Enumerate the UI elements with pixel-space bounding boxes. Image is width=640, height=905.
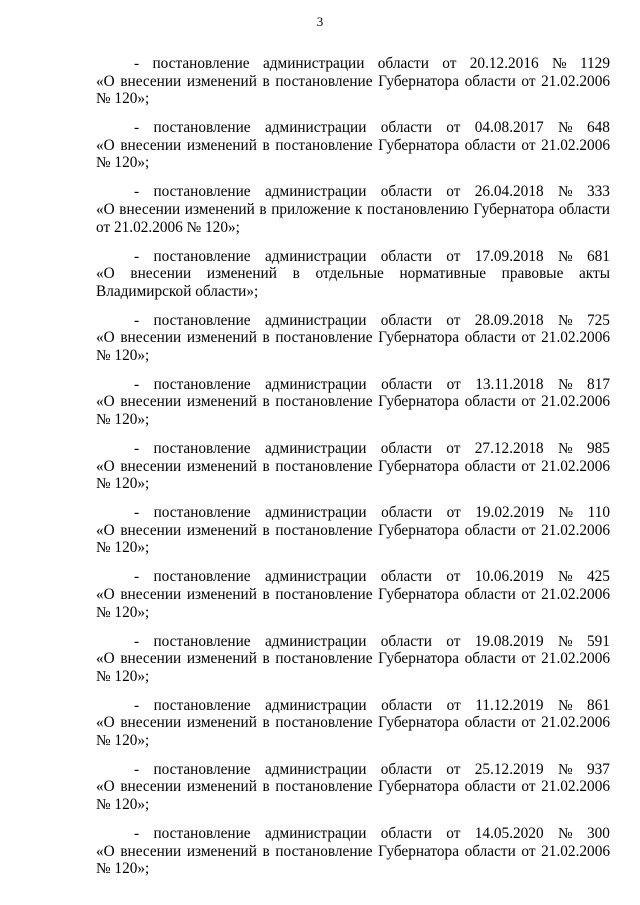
resolution-title-word: 21.02.2006 (541, 585, 610, 603)
resolution-title-word: от (521, 650, 536, 668)
resolution-reference-line (96, 376, 610, 394)
resolution-reference-word: постановление (153, 696, 251, 714)
resolution-title-word: в (262, 393, 270, 411)
resolution-reference-word: 1129 (579, 55, 610, 72)
resolution-title-line (96, 137, 610, 155)
resolution-reference-word: области (380, 183, 432, 201)
resolution-reference-word: от (446, 696, 461, 714)
resolution-reference-line (96, 697, 610, 715)
resolution-title-line (96, 586, 610, 604)
resolution-title-word: внесении (120, 778, 182, 796)
resolution-title-word: в (262, 778, 270, 796)
resolution-title-word: 21.02.2006 (541, 714, 610, 732)
resolution-title-word: постановление (275, 393, 373, 411)
resolution-list-item (96, 312, 610, 365)
resolution-reference-word: постановление (153, 504, 251, 522)
resolution-title-word: изменений (206, 265, 277, 283)
resolution-title-word: акты (579, 265, 610, 283)
resolution-reference-word: 300 (586, 825, 610, 843)
resolution-reference-word: области (380, 632, 432, 650)
resolution-title-word: изменений (186, 72, 257, 90)
resolution-title-word: постановление (275, 329, 373, 347)
resolution-title-word: от (521, 521, 536, 539)
resolution-title-line (96, 201, 610, 219)
resolution-title-word: от (521, 778, 536, 796)
resolution-reference-word: от (446, 632, 461, 650)
resolution-reference-word: области (377, 55, 429, 72)
resolution-title-word: в (262, 329, 270, 347)
resolution-title-end-line: № 120»; (96, 731, 150, 749)
resolution-reference-line (96, 761, 610, 779)
resolution-title-word: «О (96, 329, 115, 347)
resolution-reference-word: - (134, 311, 140, 329)
resolution-title-line (96, 458, 610, 476)
resolution-title-end-line: № 120»; (96, 796, 150, 814)
resolution-title-word: внесении (120, 714, 182, 732)
resolution-title-word: внесении (120, 585, 182, 603)
resolution-title-word: «О (96, 72, 115, 90)
resolution-title-word: в (262, 457, 270, 475)
resolution-title-end-line: № 120»; (96, 90, 150, 108)
resolution-title-word: изменений (186, 650, 257, 668)
resolution-reference-word: № (558, 504, 574, 522)
resolution-reference-word: от (446, 568, 461, 586)
resolution-title-word: области (464, 521, 516, 539)
resolution-reference-line (96, 119, 610, 137)
resolution-list-item (96, 440, 610, 493)
resolution-title-end-line: № 120»; (96, 860, 150, 878)
resolution-reference-word: № (557, 119, 573, 137)
resolution-title-word: Губернатора (378, 585, 459, 603)
resolution-reference-word: области (380, 825, 432, 843)
resolution-reference-word: постановление (153, 119, 251, 137)
resolution-reference-word: № (557, 696, 573, 714)
resolution-title-word: Губернатора (378, 72, 459, 90)
resolution-title-line (96, 73, 610, 91)
resolution-title-word: в (262, 842, 270, 860)
resolution-reference-word: области (380, 440, 432, 458)
resolution-title-word: от (521, 393, 536, 411)
resolution-reference-word: 110 (587, 504, 610, 522)
resolution-title-word: постановлению (367, 200, 469, 218)
resolution-title-word: постановление (275, 457, 373, 475)
resolution-title-word: от (521, 842, 536, 860)
resolution-reference-word: постановление (153, 825, 251, 843)
resolution-title-word: изменений (186, 714, 257, 732)
resolution-reference-word: области (380, 119, 432, 137)
resolution-title-word: внесении (119, 200, 181, 218)
resolution-reference-word: от (446, 119, 461, 137)
resolution-reference-word: - (134, 696, 140, 714)
resolution-title-word: от (521, 714, 536, 732)
resolution-reference-word: № (557, 825, 573, 843)
resolution-title-word: области (558, 200, 610, 218)
resolution-title-line (96, 778, 610, 796)
resolution-reference-word: от (446, 375, 461, 393)
resolution-reference-word: от (446, 825, 461, 843)
resolution-reference-line (96, 312, 610, 330)
resolution-reference-word: - (134, 760, 140, 778)
resolution-reference-word: от (446, 247, 461, 265)
resolution-title-word: в (259, 200, 267, 218)
resolution-title-word: в (262, 714, 270, 732)
resolution-title-word: постановление (275, 585, 373, 603)
resolution-reference-word: 20.12.2016 (469, 55, 539, 72)
resolution-title-word: внесении (120, 842, 182, 860)
resolution-reference-word: от (446, 504, 461, 522)
resolution-title-word: от (521, 585, 536, 603)
resolution-reference-word: - (134, 825, 140, 843)
resolution-title-word: области (464, 842, 516, 860)
resolution-title-word: изменений (186, 778, 257, 796)
resolution-reference-word: области (380, 247, 432, 265)
resolution-reference-word: - (134, 440, 140, 458)
resolution-reference-word: № (551, 55, 567, 72)
resolution-title-word: изменений (186, 521, 257, 539)
resolution-title-word: Губернатора (378, 457, 459, 475)
resolution-title-end-line: № 120»; (96, 346, 150, 364)
resolution-reference-word: от (446, 440, 461, 458)
resolution-title-word: постановление (275, 842, 373, 860)
resolution-title-line (96, 714, 610, 732)
resolution-reference-word: 28.09.2018 (474, 311, 544, 329)
resolution-title-word: 21.02.2006 (541, 457, 610, 475)
resolution-title-word: «О (96, 521, 115, 539)
resolution-reference-word: - (134, 119, 140, 137)
resolution-reference-word: 591 (586, 632, 610, 650)
resolution-reference-word: № (557, 311, 573, 329)
resolution-reference-word: администрации (265, 375, 367, 393)
resolution-reference-word: 333 (586, 183, 610, 201)
resolution-title-word: изменений (186, 842, 257, 860)
resolution-reference-word: постановление (153, 760, 251, 778)
resolution-title-word: постановление (275, 778, 373, 796)
resolution-list-item (96, 633, 610, 686)
resolution-reference-word: 27.12.2018 (474, 440, 544, 458)
resolution-reference-word: 19.02.2019 (475, 504, 545, 522)
resolution-reference-word: № (557, 375, 573, 393)
resolution-title-word: изменений (186, 393, 257, 411)
resolution-list-item (96, 119, 610, 172)
resolution-reference-word: 817 (587, 375, 610, 393)
resolution-title-word: постановление (275, 650, 373, 668)
resolution-title-word: правовые (501, 265, 564, 283)
resolution-title-word: в (262, 72, 270, 90)
resolution-list-item (96, 504, 610, 557)
resolution-title-word: изменений (186, 457, 257, 475)
resolution-title-line (96, 329, 610, 347)
resolution-reference-word: администрации (264, 568, 367, 586)
resolution-title-word: изменений (184, 200, 255, 218)
resolution-reference-word: 19.08.2019 (474, 632, 544, 650)
resolution-title-word: области (464, 329, 516, 347)
resolution-reference-line (96, 633, 610, 651)
resolution-reference-word: № (557, 760, 573, 778)
resolution-list-item (96, 248, 610, 301)
resolution-title-word: 21.02.2006 (541, 521, 610, 539)
resolution-title-word: внесении (120, 72, 182, 90)
resolution-title-word: в (262, 650, 270, 668)
resolution-reference-word: администрации (265, 504, 367, 522)
resolution-title-word: области (464, 393, 516, 411)
resolution-list-item (96, 568, 610, 621)
resolution-list-item (96, 697, 610, 750)
resolution-reference-line (96, 55, 610, 73)
resolution-title-word: в (262, 585, 270, 603)
resolution-title-word: 21.02.2006 (541, 72, 610, 90)
resolution-title-end-line: № 120»; (96, 475, 150, 493)
resolution-title-word: «О (96, 136, 115, 154)
resolution-reference-word: - (134, 632, 140, 650)
resolution-reference-word: администрации (265, 696, 367, 714)
resolution-title-word: «О (96, 714, 115, 732)
resolution-title-word: Губернатора (473, 200, 555, 218)
resolution-list-item (96, 825, 610, 878)
resolution-reference-word: постановление (153, 375, 251, 393)
resolution-reference-word: 25.12.2019 (474, 760, 544, 778)
resolution-reference-word: области (380, 568, 432, 586)
resolution-title-word: Губернатора (378, 329, 459, 347)
resolution-reference-word: администрации (264, 632, 367, 650)
resolution-reference-word: администрации (264, 119, 367, 137)
resolution-title-end-line: № 120»; (96, 154, 150, 172)
resolution-title-end-line: № 120»; (96, 603, 150, 621)
resolution-title-word: «О (96, 842, 115, 860)
resolution-reference-word: 10.06.2019 (474, 568, 544, 586)
resolution-title-word: 21.02.2006 (541, 650, 610, 668)
resolution-reference-word: 861 (587, 696, 610, 714)
resolution-title-word: от (521, 457, 536, 475)
resolution-reference-word: администрации (262, 55, 365, 72)
resolution-title-word: от (521, 329, 536, 347)
resolution-title-word: постановление (275, 72, 373, 90)
resolution-reference-word: № (557, 183, 573, 201)
resolution-title-word: в (292, 265, 300, 283)
resolution-reference-word: администрации (264, 440, 367, 458)
resolution-reference-word: - (134, 504, 140, 522)
resolution-title-word: внесении (120, 650, 182, 668)
resolution-list-item (96, 376, 610, 429)
resolution-reference-word: 648 (586, 119, 610, 137)
resolution-reference-word: - (134, 183, 140, 201)
resolution-title-end-line: Владимирской области»; (96, 282, 259, 300)
resolution-title-word: области (464, 650, 516, 668)
resolution-title-word: области (464, 72, 516, 90)
resolution-title-word: «О (96, 585, 115, 603)
resolution-reference-word: 985 (586, 440, 610, 458)
resolution-title-word: отдельные (315, 265, 384, 283)
resolution-reference-line (96, 825, 610, 843)
resolution-reference-word: 26.04.2018 (474, 183, 544, 201)
resolution-reference-word: - (134, 375, 140, 393)
resolution-title-word: Губернатора (378, 393, 459, 411)
resolution-title-end-line: № 120»; (96, 539, 150, 557)
resolution-reference-word: - (134, 247, 140, 265)
resolution-title-word: «О (96, 778, 115, 796)
resolution-reference-line (96, 440, 610, 458)
resolution-title-word: «О (96, 457, 115, 475)
resolution-list-item (96, 761, 610, 814)
resolution-reference-word: администрации (264, 183, 367, 201)
document-body (96, 55, 610, 889)
resolution-title-word: Губернатора (378, 650, 459, 668)
resolution-reference-word: 425 (586, 568, 610, 586)
resolution-reference-word: 14.05.2020 (474, 825, 544, 843)
resolution-title-line (96, 843, 610, 861)
resolution-reference-word: администрации (264, 311, 367, 329)
resolution-reference-word: постановление (152, 55, 250, 72)
resolution-reference-line (96, 568, 610, 586)
resolution-reference-word: - (134, 568, 140, 586)
resolution-title-word: от (521, 136, 536, 154)
resolution-reference-word: от (446, 760, 461, 778)
resolution-title-word: нормативные (399, 265, 487, 283)
resolution-title-word: «О (96, 200, 115, 218)
resolution-reference-word: постановление (153, 632, 251, 650)
resolution-reference-word: области (381, 504, 433, 522)
resolution-title-line (96, 522, 610, 540)
resolution-title-word: в (262, 136, 270, 154)
resolution-list-item (96, 183, 610, 236)
resolution-reference-word: постановление (153, 247, 251, 265)
resolution-title-word: Губернатора (378, 136, 459, 154)
resolution-title-word: внесении (120, 457, 182, 475)
resolution-reference-word: области (380, 311, 432, 329)
resolution-title-word: 21.02.2006 (541, 329, 610, 347)
resolution-title-word: 21.02.2006 (541, 778, 610, 796)
resolution-title-word: 21.02.2006 (541, 136, 610, 154)
resolution-reference-word: области (380, 760, 432, 778)
resolution-title-word: области (464, 778, 516, 796)
resolution-reference-word: администрации (264, 825, 367, 843)
resolution-reference-word: 17.09.2018 (474, 247, 544, 265)
resolution-title-end-line: № 120»; (96, 667, 150, 685)
resolution-title-end-line: № 120»; (96, 411, 150, 429)
resolution-list-item (96, 55, 610, 108)
resolution-reference-word: постановление (153, 311, 251, 329)
resolution-reference-word: - (134, 55, 140, 72)
resolution-title-word: изменений (186, 585, 257, 603)
resolution-reference-word: № (557, 632, 573, 650)
resolution-reference-word: 725 (586, 311, 610, 329)
resolution-reference-word: постановление (153, 440, 251, 458)
resolution-title-word: изменений (186, 329, 257, 347)
resolution-title-word: 21.02.2006 (541, 842, 610, 860)
resolution-reference-word: области (381, 696, 433, 714)
resolution-reference-word: 11.12.2019 (475, 696, 544, 714)
resolution-reference-word: № (557, 568, 573, 586)
resolution-reference-word: области (381, 375, 433, 393)
resolution-reference-word: 13.11.2018 (475, 375, 544, 393)
resolution-title-line (96, 393, 610, 411)
resolution-title-word: «О (96, 265, 115, 283)
resolution-reference-word: от (446, 183, 461, 201)
resolution-reference-word: администрации (264, 247, 367, 265)
resolution-title-word: области (464, 457, 516, 475)
resolution-reference-word: постановление (153, 183, 251, 201)
resolution-title-word: к (355, 200, 363, 218)
resolution-title-word: области (464, 585, 516, 603)
resolution-title-word: «О (96, 650, 115, 668)
resolution-reference-word: 937 (586, 760, 610, 778)
resolution-reference-word: от (446, 311, 461, 329)
resolution-title-word: постановление (275, 521, 373, 539)
resolution-title-word: 21.02.2006 (541, 393, 610, 411)
resolution-reference-word: администрации (264, 760, 367, 778)
resolution-title-word: внесении (120, 521, 182, 539)
resolution-title-end-line: от 21.02.2006 № 120»; (96, 218, 240, 236)
resolution-title-word: постановление (275, 136, 373, 154)
resolution-title-word: области (464, 714, 516, 732)
resolution-title-word: постановление (275, 714, 373, 732)
resolution-reference-word: 04.08.2017 (474, 119, 544, 137)
resolution-title-word: внесении (120, 136, 182, 154)
resolution-title-word: в (262, 521, 270, 539)
resolution-reference-word: 681 (586, 247, 610, 265)
resolution-reference-line (96, 183, 610, 201)
resolution-title-word: Губернатора (378, 778, 459, 796)
resolution-title-word: приложение (271, 200, 351, 218)
page-number: 3 (316, 14, 324, 29)
resolution-title-line (96, 650, 610, 668)
resolution-title-word: Губернатора (378, 714, 459, 732)
resolution-reference-word: № (557, 440, 573, 458)
resolution-reference-word: от (442, 55, 457, 72)
resolution-title-word: «О (96, 393, 115, 411)
resolution-title-word: Губернатора (378, 521, 459, 539)
resolution-reference-word: постановление (153, 568, 251, 586)
resolution-title-word: Губернатора (378, 842, 459, 860)
resolution-title-word: внесении (130, 265, 192, 283)
resolution-title-word: внесении (120, 329, 182, 347)
resolution-title-word: области (464, 136, 516, 154)
resolution-title-word: от (521, 72, 536, 90)
resolution-reference-line (96, 248, 610, 266)
resolution-title-word: внесении (120, 393, 182, 411)
resolution-reference-word: № (557, 247, 573, 265)
resolution-title-word: изменений (186, 136, 257, 154)
resolution-title-line (96, 265, 610, 283)
resolution-reference-line (96, 504, 610, 522)
